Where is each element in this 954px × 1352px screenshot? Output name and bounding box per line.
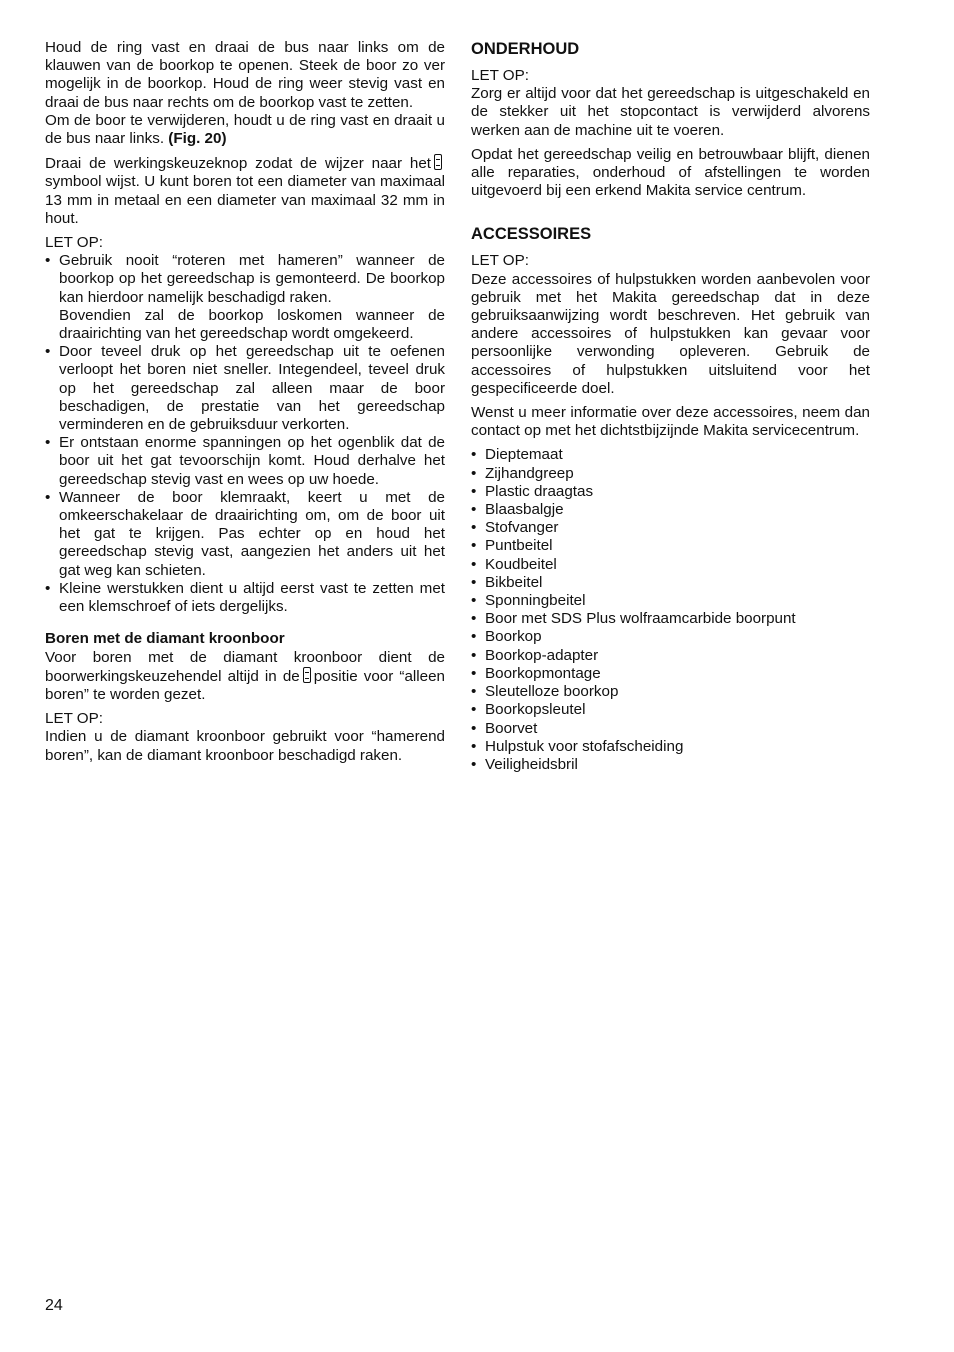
accessory-item: • Blaasbalgje	[471, 501, 564, 519]
accessoires-note: Deze accessoires of hulpstukken worden aanbevolen voor gebruik met het Makita gereedschap dat in deze gebruiksaanwijzing wordt beschreven. Het gebruik van andere accessoires of hulpstukken kan gevaar voor persoonlijke verwonding opleveren. Gebruik de accessoires of hulpstukken uitsluitend voor het gespecificeerde doel.	[471, 270, 870, 397]
bullet-icon: •	[45, 579, 51, 597]
accessory-item: • Boorkop-adapter	[471, 646, 599, 664]
bullet-icon: •	[471, 646, 477, 664]
bullet-icon: •	[471, 737, 477, 755]
diamond-note: Indien u de diamant kroonboor gebruikt voor “hamerend boren”, kan de diamant kroonboor beschadigd raken.	[45, 728, 445, 764]
bullet-icon: •	[471, 592, 477, 610]
onderhoud-let-op-label: LET OP:	[471, 67, 529, 84]
bullet-icon: •	[471, 755, 477, 773]
diamond-heading: Boren met de diamant kroonboor	[45, 630, 285, 648]
accessory-item: • Boorkopmontage	[471, 664, 601, 682]
bullet-icon: •	[471, 537, 477, 555]
left-column	[45, 39, 445, 771]
bullet-icon: •	[471, 482, 477, 500]
bullet-icon: •	[471, 501, 477, 519]
drill-mode-icon	[434, 154, 442, 170]
bullet-icon: •	[45, 488, 51, 506]
list-item: • Er ontstaan enorme spanningen op het ogenblik dat de boor uit het gat tevoorschijn komt. Houd derhalve het gereedschap stevig vast en wees op uw hoede.	[45, 434, 445, 488]
let-op-label: LET OP:	[45, 234, 103, 252]
page-number: 24	[45, 1297, 63, 1314]
accessory-item: • Bikbeitel	[471, 573, 543, 591]
bullet-icon: •	[471, 446, 477, 464]
diamond-let-op-label: LET OP:	[45, 710, 103, 728]
list-item: • Kleine werstukken dient u altijd eerst vast te zetten met een klemschroef of iets dergelijks.	[45, 579, 445, 616]
switch-paragraph: Draai de werkingskeuzeknop zodat de wijzer naar hetsymbool wijst. U kunt boren tot een diameter van maximaal 13 mm in metaal en een diameter van maximaal 32 mm in hout.	[45, 155, 445, 227]
list-item: • Door teveel druk op het gereedschap uit te oefenen verloopt het boren niet sneller. Integendeel, teveel druk op het gereedschap zal alleen maar de boor beschadigen, de prestatie van het gereedschap verminderen en de gebruiksduur verkorten.	[45, 343, 445, 434]
accessory-item: • Sleutelloze boorkop	[471, 683, 619, 701]
accessory-item: • Boorvet	[471, 719, 538, 737]
caution-list	[45, 252, 445, 616]
onderhoud-note: Zorg er altijd voor dat het gereedschap is uitgeschakeld en de stekker uit het stopcontact is verwijderd alvorens werken aan de machine uit te voeren.	[471, 85, 870, 139]
bullet-icon: •	[471, 610, 477, 628]
bullet-icon: •	[471, 555, 477, 573]
bullet-icon: •	[471, 719, 477, 737]
bullet-icon: •	[45, 434, 51, 452]
accessory-item: • Boor met SDS Plus wolfraamcarbide boorpunt	[471, 610, 796, 628]
accessory-item: • Koudbeitel	[471, 555, 557, 573]
accessory-item: • Stofvanger	[471, 519, 559, 537]
accessory-item: • Hulpstuk voor stofafscheiding	[471, 737, 684, 755]
accessory-list	[471, 446, 870, 774]
bullet-icon: •	[471, 628, 477, 646]
accessory-item: • Boorkop	[471, 628, 542, 646]
accessory-item: • Veiligheidsbril	[471, 755, 578, 773]
accessoires-let-op-label: LET OP:	[471, 252, 529, 270]
bullet-icon: •	[45, 343, 51, 361]
list-item: • Gebruik nooit “roteren met hameren” wanneer de boorkop op het gereedschap is gemonteerd. De boorkop kan hierdoor namelijk beschadigd raken. Bovendien zal de boorkop loskomen wanneer de draairichting van het gereedschap wordt omgekeerd.	[45, 252, 445, 343]
bullet-icon: •	[471, 519, 477, 537]
list-item: • Wanneer de boor klemraakt, keert u met de omkeerschakelaar de draairichting om, om de boor uit het gat te krijgen. Pas echter op en houd het gereedschap stevig vast, aangezien het anders uit het gat weg kan schieten.	[45, 488, 445, 579]
accessoires-paragraph: Wenst u meer informatie over deze accessoires, neem dan contact op met het dichtstbijzijnde Makita servicecentrum.	[471, 404, 870, 440]
accessoires-heading: ACCESSOIRES	[471, 225, 592, 244]
intro-paragraph: Houd de ring vast en draai de bus naar links om de klauwen van de boorkop te openen. Steek de boor zo ver mogelijk in de boorkop. Houd de ring weer stevig vast en draai de bus naar rechts om de boorkop vast te zetten. Om de boor te verwijderen, houdt u de ring vast en draait u de bus naar links. (Fig. 20)	[45, 39, 445, 148]
accessory-item: • Boorkopsleutel	[471, 701, 586, 719]
accessory-item: • Puntbeitel	[471, 537, 553, 555]
bullet-icon: •	[471, 701, 477, 719]
accessory-item: • Dieptemaat	[471, 446, 563, 464]
bullet-icon: •	[471, 573, 477, 591]
diamond-paragraph: Voor boren met de diamant kroonboor dient de boorwerkingskeuzehendel altijd in de positie voor “alleen boren” te worden gezet.	[45, 648, 445, 703]
right-column	[471, 39, 870, 780]
bullet-icon: •	[471, 683, 477, 701]
bullet-icon: •	[471, 664, 477, 682]
accessory-item: • Plastic draagtas	[471, 482, 594, 500]
onderhoud-heading: ONDERHOUD	[471, 40, 580, 58]
accessory-item: • Zijhandgreep	[471, 464, 574, 482]
accessory-item: • Sponningbeitel	[471, 592, 586, 610]
drill-only-icon	[303, 667, 311, 683]
onderhoud-paragraph: Opdat het gereedschap veilig en betrouwbaar blijft, dienen alle reparaties, onderhoud of afstellingen te worden uitgevoerd bij een erkend Makita service centrum.	[471, 145, 870, 200]
bullet-icon: •	[45, 252, 51, 270]
figure-reference: (Fig. 20)	[168, 130, 227, 148]
bullet-icon: •	[471, 464, 477, 482]
